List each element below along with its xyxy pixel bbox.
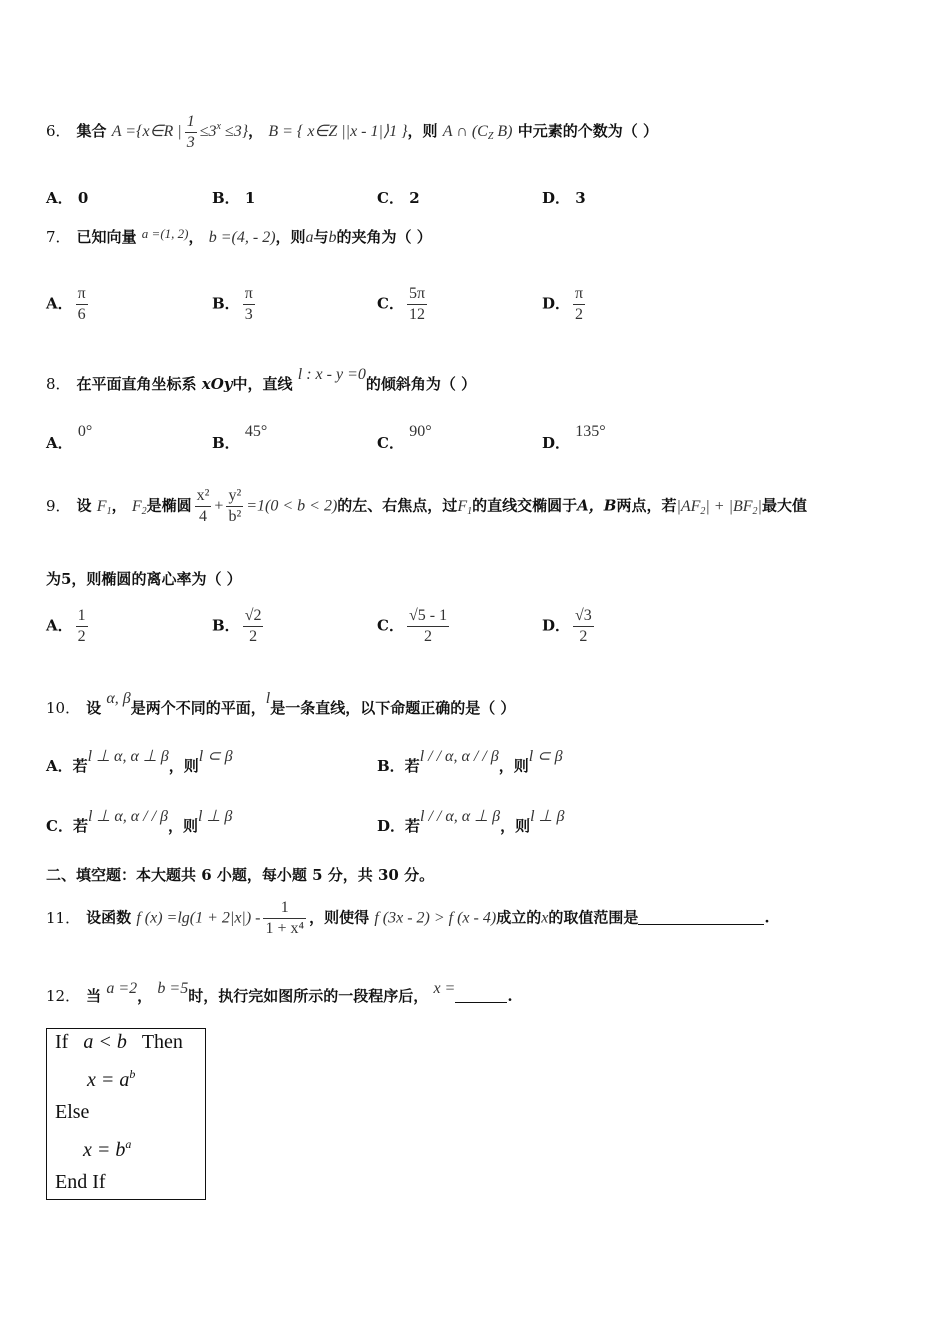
question-number: 10． [46, 699, 81, 717]
q7-option-c[interactable]: C． $\frac{5\pi}{12}$ [377, 285, 426, 323]
vector-a: a =(1, 2) [141, 226, 189, 241]
q8-option-c[interactable]: C． 90° [377, 423, 432, 452]
q8-option-d[interactable]: D． 135° [542, 423, 606, 452]
section-heading: 二、填空题：本大题共 6 小题，每小题 5 分，共 30 分。 [46, 866, 435, 884]
q10-option-c[interactable]: C．若l ⊥ α, α / / β，则l ⊥ β [46, 808, 233, 835]
question-6: 6． 集合 A ={x∈R | $\frac{1}{3}$ $\le 3^x \le 3$}， B = { x∈Z ||x - 1|⟩1 }，则 A ∩ ($C_Z$ B) 中元素的个数为（ ） [46, 113, 658, 151]
set-a: A ={x∈R | $\frac{1}{3}$ $\le 3^x \le 3$} [111, 113, 249, 151]
q10-option-a[interactable]: A．若l ⊥ α, α ⊥ β，则l ⊂ β [46, 748, 233, 775]
question-9: 9． 设 $F_1$， $F_2$是椭圆 $\frac{\text{x²}}{4}$ + $\frac{\text{y²}}{\text{b²}}$ =1(0 < b < 2)的左、右焦点，过$F_1$的直线交椭圆于A，B两点，若$|AF_2| + |BF_2|$最大值 [46, 487, 807, 525]
question-12: 12． 当 a =2， b =5时，执行完如图所示的一段程序后， x = . [46, 980, 513, 1005]
question-number: 11． [46, 908, 81, 927]
q10-option-b[interactable]: B．若l / / α, α / / β，则l ⊂ β [377, 748, 563, 775]
function-definition: f (x) =lg(1 + 2|x|) - [136, 909, 261, 927]
ellipse-x-term: $\frac{\text{x²}}{4}$ [196, 487, 210, 525]
question-9-line2: 为5，则椭圆的离心率为（ ） [46, 570, 242, 588]
q6-option-a[interactable]: A． 0 [46, 189, 89, 207]
q6-option-b[interactable]: B． 1 [212, 189, 256, 207]
question-number: 9． [46, 496, 71, 515]
answer-blank[interactable] [638, 924, 764, 925]
program-line-end: End If [55, 1171, 106, 1193]
q8-option-a[interactable]: A． 0° [46, 423, 93, 452]
program-line-else: Else [55, 1101, 90, 1123]
question-8: 8． 在平面直角坐标系 xOy中，直线 l : x - y =0的倾斜角为（ ） [46, 366, 477, 393]
inequality: f (3x - 2) > f (x - 4) [374, 909, 497, 927]
intersection-expr: A ∩ ($C_Z$ B) [442, 123, 513, 143]
q6-option-c[interactable]: C． 2 [377, 189, 420, 207]
question-7: 7． 已知向量 a =(1, 2)， b =(4, - 2)，则a与b的夹角为（ ） [46, 226, 432, 246]
vector-b: b =(4, - 2) [208, 229, 276, 246]
q7-option-b[interactable]: B． $\frac{\pi}{3}$ [212, 285, 253, 323]
question-11: 11． 设函数 f (x) =lg(1 + 2|x|) - $\frac{1}{\text{1 + x⁴}}$ ，则使得 f (3x - 2) > f (x - 4)成立的x的取值范围是 . [46, 899, 770, 937]
program-line-assign-2: $x = b^a$ [83, 1137, 132, 1161]
set-b: B = { x∈Z ||x - 1|⟩1 } [268, 123, 408, 141]
program-box [46, 1028, 206, 1200]
question-number: 12． [46, 987, 81, 1005]
q7-option-a[interactable]: A． $\frac{\pi}{6}$ [46, 285, 86, 323]
line-equation: l : x - y =0 [297, 366, 366, 383]
q10-option-d[interactable]: D．若l / / α, α ⊥ β，则l ⊥ β [377, 808, 565, 835]
answer-blank[interactable] [455, 1002, 507, 1003]
program-line-if: If a < b Then [55, 1031, 183, 1053]
q8-option-b[interactable]: B． 45° [212, 423, 268, 452]
focal-sum: $|AF_2| + |BF_2|$ [676, 497, 762, 517]
q9-option-d[interactable]: D． $\frac{√3}{2}$ [542, 607, 592, 645]
q9-option-a[interactable]: A． $\frac{1}{2}$ [46, 607, 86, 645]
q6-option-d[interactable]: D． 3 [542, 189, 586, 207]
question-10: 10． 设 α, β是两个不同的平面，l是一条直线，以下命题正确的是（ ） [46, 690, 516, 717]
ellipse-y-term: $\frac{\text{y²}}{\text{b²}}$ [228, 487, 242, 525]
q9-option-b[interactable]: B． $\frac{√2}{2}$ [212, 607, 262, 645]
q7-option-d[interactable]: D． $\frac{\pi}{2}$ [542, 285, 584, 323]
question-number: 6． [46, 122, 71, 141]
q9-option-c[interactable]: C． $\frac{√5 - 1}{2}$ [377, 607, 448, 645]
program-line-assign-1: $x = a^b$ [87, 1067, 136, 1091]
question-number: 7． [46, 228, 71, 246]
question-number: 8． [46, 375, 71, 393]
